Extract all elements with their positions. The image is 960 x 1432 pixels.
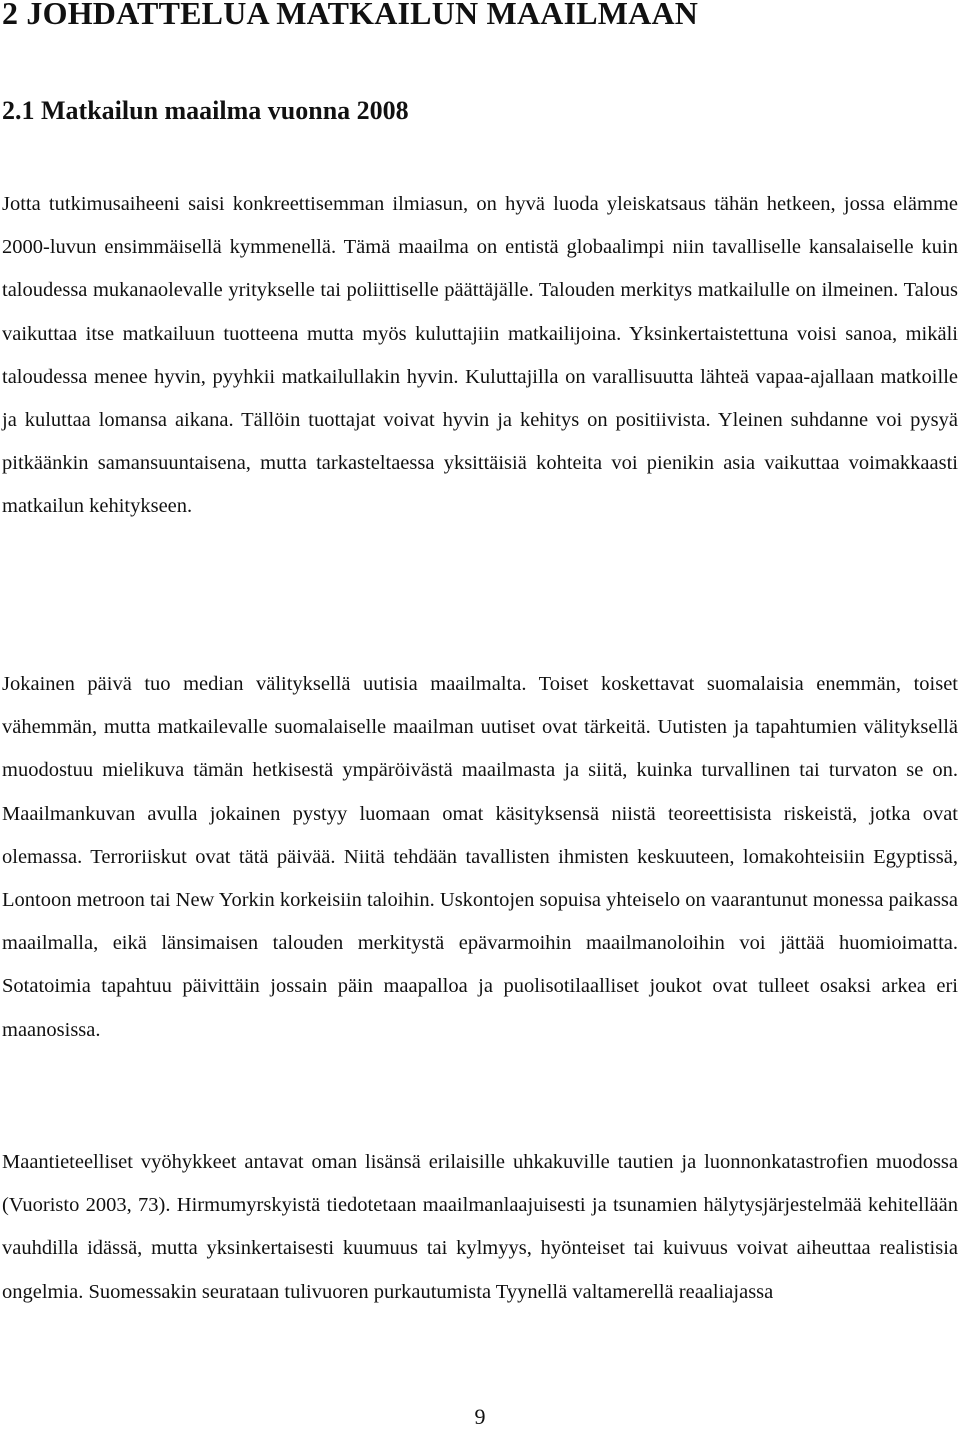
chapter-heading: 2 JOHDATTELUA MATKAILUN MAAILMAAN <box>2 0 699 31</box>
section-heading: 2.1 Matkailun maailma vuonna 2008 <box>2 96 409 125</box>
paragraph-1: Jotta tutkimusaiheeni saisi konkreettisemman ilmiasun, on hyvä luoda yleiskatsaus tähän hetkeen, jossa elämme 2000-luvun ensimmäisellä kymmenellä. Tämä maailma on entistä globaalimpi niin tavalliselle kansalaiselle kuin taloudessa mukanaolevalle yritykselle tai poliittiselle päättäjälle. Talouden merkitys matkailulle on ilmeinen. Talous vaikuttaa itse matkailuun tuotteena mutta myös kuluttajiin matkailijoina. Yksinkertaistettuna voisi sanoa, mikäli taloudessa menee hyvin, pyyhkii matkailullakin hyvin. Kuluttajilla on varallisuutta lähteä vapaa-ajallaan matkoille ja kuluttaa lomansa aikana. Tällöin tuottajat voivat hyvin ja kehitys on positiivista. Yleinen suhdanne voi pysyä pitkäänkin samansuuntaisena, mutta tarkasteltaessa yksittäisiä kohteita voi pienikin asia vaikuttaa voimakkaasti matkailun kehitykseen. <box>2 193 958 518</box>
paragraph-2: Jokainen päivä tuo median välityksellä uutisia maailmalta. Toiset koskettavat suomalaisia enemmän, toiset vähemmän, mutta matkailevalle suomalaiselle maailman uutiset ovat tärkeitä. Uutisten ja tapahtumien välityksellä muodostuu mielikuva tämän hetkisestä ympäröivästä maailmasta ja siitä, kuinka turvallinen tai turvaton se on. Maailmankuvan avulla jokainen pystyy luomaan omat käsityksensä niistä teoreettisista riskeistä, jotka ovat olemassa. Terroriiskut ovat tätä päivää. Niitä tehdään tavallisten ihmisten keskuuteen, lomakohteisiin Egyptissä, Lontoon metroon tai New Yorkin korkeisiin taloihin. Uskontojen sopuisa yhteiselo on vaarantunut monessa paikassa maailmalla, eikä länsimaisen talouden merkitystä epävarmoihin maailmanoloihin voi jättää huomioimatta. Sotatoimia tapahtuu päivittäin jossain päin maapalloa ja puolisotilaalliset joukot ovat tulleet osaksi arkea eri maanosissa. <box>2 673 958 1041</box>
page-number: 9 <box>474 1404 486 1429</box>
paragraph-3: Maantieteelliset vyöhykkeet antavat oman lisänsä erilaisille uhkakuville tautien ja luonnonkatastrofien muodossa (Vuoristo 2003, 73). Hirmumyrskyistä tiedotetaan maailmanlaajuisesti ja tsunamien hälytysjärjestelmää kehitellään vauhdilla idässä, mutta yksinkertaisesti kuumuus tai kylmyys, hyönteiset tai kuivuus voivat aiheuttaa realistisia ongelmia. Suomessakin seurataan tulivuoren purkautumista Tyynellä valtamerellä reaaliajassa <box>2 1151 958 1303</box>
